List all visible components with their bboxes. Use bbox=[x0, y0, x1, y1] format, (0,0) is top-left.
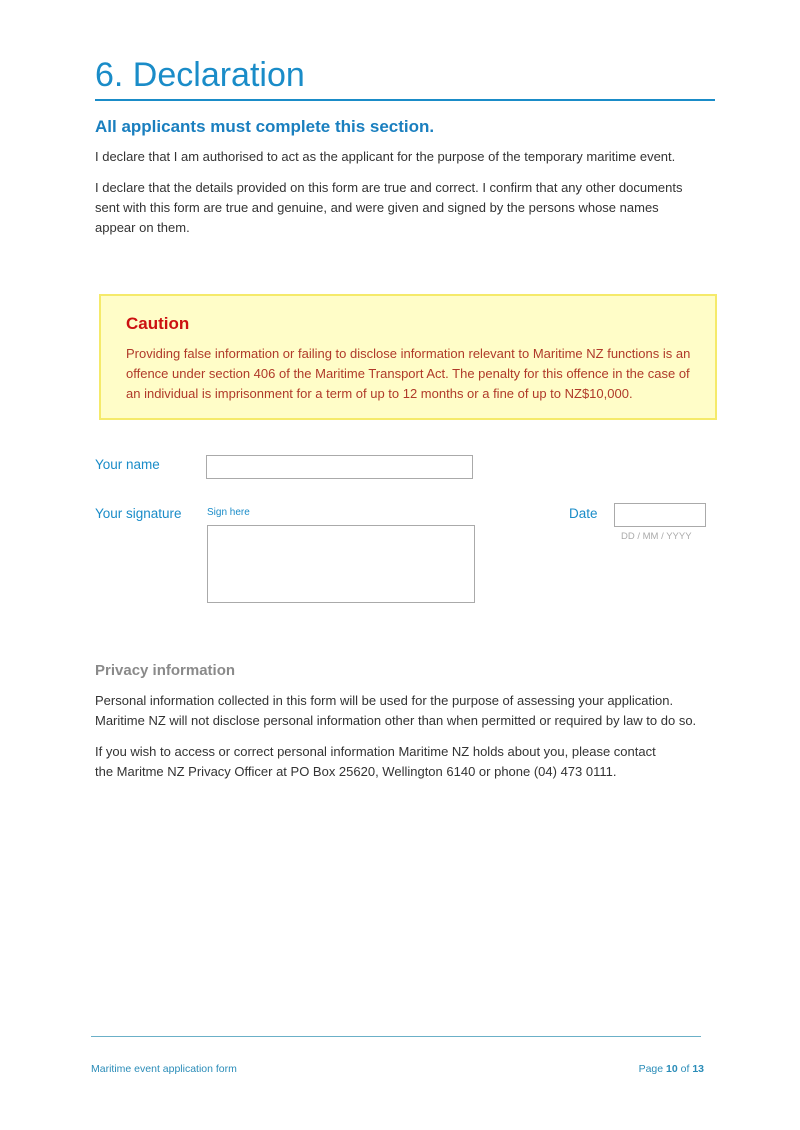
privacy-paragraph-2: If you wish to access or correct personal information Maritime NZ holds about you, please contact the Maritme NZ Privacy Officer at PO Box 25620, Wellington 6140 or phone (04) 473 0111. bbox=[95, 744, 656, 779]
date-format-hint: DD / MM / YYYY bbox=[621, 531, 692, 542]
page-of: of bbox=[680, 1063, 690, 1075]
page-prefix: Page bbox=[638, 1063, 664, 1075]
name-label: Your name bbox=[95, 457, 160, 472]
privacy-title: Privacy information bbox=[95, 662, 236, 679]
date-input[interactable] bbox=[614, 503, 706, 527]
declaration-paragraph-1: I declare that I am authorised to act as the applicant for the purpose of the temporary maritime event. bbox=[95, 149, 676, 164]
signature-label: Your signature bbox=[95, 506, 182, 521]
signature-box[interactable] bbox=[207, 525, 475, 603]
date-label: Date bbox=[569, 506, 598, 521]
subheading: All applicants must complete this section. bbox=[95, 117, 435, 136]
total-pages: 13 bbox=[692, 1063, 704, 1075]
section-heading: 6. Declaration bbox=[95, 56, 305, 94]
sign-here-hint: Sign here bbox=[207, 507, 250, 518]
caution-title: Caution bbox=[126, 314, 190, 333]
declaration-paragraph-2: I declare that the details provided on this form are true and correct. I confirm that any other documents sent with this form are true and genuine, and were given and signed by the persons whose names appear on them. bbox=[95, 180, 683, 235]
current-page: 10 bbox=[666, 1063, 678, 1075]
page-number bbox=[639, 1063, 704, 1075]
heading-rule bbox=[95, 99, 715, 101]
caution-body: Providing false information or failing to disclose information relevant to Maritime NZ functions is an offence under section 406 of the Maritime Transport Act. The penalty for this offence in the case of an individual is imprisonment for a term of up to 12 months or a fine of up to NZ$10,000. bbox=[126, 346, 691, 401]
privacy-paragraph-1: Personal information collected in this form will be used for the purpose of assessing your application. Maritime NZ will not disclose personal information other than when permitted or required by law to do so. bbox=[95, 693, 697, 728]
name-input[interactable] bbox=[206, 455, 473, 479]
caution-box bbox=[99, 294, 717, 420]
footer-rule bbox=[91, 1036, 701, 1037]
footer-title: Maritime event application form bbox=[91, 1063, 237, 1075]
